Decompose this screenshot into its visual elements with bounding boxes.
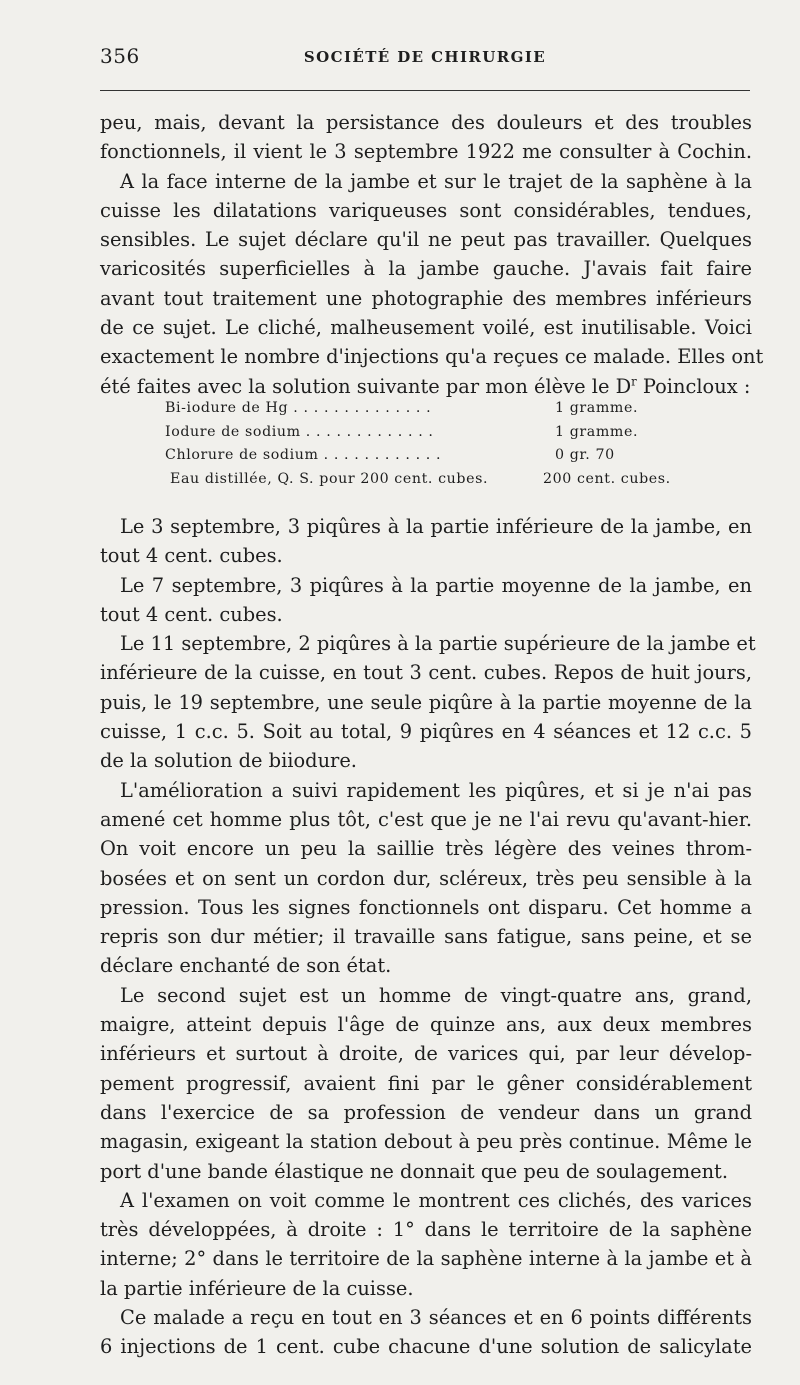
prescription-row <box>165 468 685 492</box>
ingredient: Chlorure de sodium . . . . . . . . . . . . <box>165 447 442 463</box>
text-run: été faites avec la solution suivante par mon élève le D <box>100 374 632 398</box>
text-line: avant tout traitement une photographie des membres inférieurs <box>100 286 752 310</box>
text-line: peu, mais, devant la persistance des douleurs et des troubles <box>100 111 752 134</box>
header-rule <box>100 90 750 91</box>
text-line: Le 3 septembre, 3 piqûres à la partie inférieure de la jambe, en <box>120 515 752 538</box>
prescription-row <box>165 397 685 421</box>
superscript: r <box>631 374 637 389</box>
ingredient: Eau distillée, Q. S. pour 200 cent. cubes. <box>170 470 489 487</box>
text-line: pression. Tous les signes fonctionnels ont disparu. Cet homme a <box>100 895 752 919</box>
text-line: déclare enchanté de son état. <box>100 954 392 978</box>
prescription-row <box>165 421 685 445</box>
text-line: A la face interne de la jambe et sur le trajet de la saphène à la <box>120 169 752 193</box>
page-number: 356 <box>100 44 140 68</box>
text-line: Ce malade a reçu en tout en 3 séances et en 6 points différents <box>120 1306 752 1330</box>
text-line: A l'examen on voit comme le montrent ces clichés, des varices <box>120 1188 752 1212</box>
text-run: Poincloux : <box>636 374 751 398</box>
paragraph-1 <box>100 108 764 401</box>
text-line: repris son dur métier; il travaille sans fatigue, sans peine, et se <box>100 925 752 949</box>
text-line: de ce sujet. Le cliché, malheusement voilé, est inutilisable. Voici <box>100 316 752 340</box>
prescription-row <box>165 444 685 468</box>
quantity: 0 gr. 70 <box>555 447 615 463</box>
text-line: la partie inférieure de la cuisse. <box>100 1276 414 1300</box>
text-line: bosées et on sent un cordon dur, scléreux, très peu sensible à la <box>100 866 752 890</box>
text-line: inférieurs et surtout à droite, de varices qui, par leur dévelop- <box>100 1042 752 1066</box>
text-line: Le 11 septembre, 2 piqûres à la partie supérieure de la jambe et <box>120 632 756 656</box>
text-line: dans l'exercice de sa profession de vendeur dans un grand <box>100 1100 752 1124</box>
body-text <box>100 512 756 1362</box>
text-line: L'amélioration a suivi rapidement les piqûres, et si je n'ai pas <box>120 778 752 802</box>
text-line: tout 4 cent. cubes. <box>100 602 283 626</box>
text-line: inférieure de la cuisse, en tout 3 cent. cubes. Repos de huit jours, <box>100 661 752 685</box>
text-line: exactement le nombre d'injections qu'a reçues ce malade. Elles ont <box>100 345 764 369</box>
page-header <box>100 44 750 74</box>
text-line: varicosités superficielles à la jambe gauche. J'avais fait faire <box>100 257 752 281</box>
text-line: 6 injections de 1 cent. cube chacune d'une solution de salicylate <box>100 1335 752 1359</box>
text-line: amené cet homme plus tôt, c'est que je ne l'ai revu qu'avant-hier. <box>100 807 752 831</box>
ingredient: Iodure de sodium . . . . . . . . . . . . . <box>165 423 434 440</box>
text-line: fonctionnels, il vient le 3 septembre 1922 me consulter à Cochin. <box>100 140 752 164</box>
quantity: 1 gramme. <box>555 423 639 440</box>
text-line: maigre, atteint depuis l'âge de quinze ans, aux deux membres <box>100 1013 752 1037</box>
text-line: interne; 2° dans le territoire de la saphène interne à la jambe et à <box>100 1247 752 1271</box>
text-line: de la solution de biiodure. <box>100 749 357 773</box>
quantity: 200 cent. cubes. <box>543 470 671 487</box>
text-line: cuisse les dilatations variqueuses sont considérables, tendues, <box>100 198 752 222</box>
text-line: cuisse, 1 c.c. 5. Soit au total, 9 piqûres en 4 séances et 12 c.c. 5 <box>100 720 752 744</box>
text-line: port d'une bande élastique ne donnait que peu de soulagement. <box>100 1159 729 1183</box>
text-line: puis, le 19 septembre, une seule piqûre à la partie moyenne de la <box>100 690 752 714</box>
text-line: très développées, à droite : 1° dans le territoire de la saphène <box>100 1218 752 1242</box>
text-line: On voit encore un peu la saillie très légère des veines throm- <box>100 837 752 861</box>
text-line: tout 4 cent. cubes. <box>100 544 283 568</box>
text-line: Le second sujet est un homme de vingt-quatre ans, grand, <box>120 983 752 1007</box>
text-line: pement progressif, avaient fini par le gêner considérablement <box>100 1071 752 1095</box>
prescription-table <box>165 397 685 491</box>
ingredient: Bi-iodure de Hg . . . . . . . . . . . . . . <box>165 400 432 416</box>
quantity: 1 gramme. <box>555 400 639 416</box>
text-line: Le 7 septembre, 3 piqûres à la partie moyenne de la jambe, en <box>120 573 752 597</box>
text-line: magasin, exigeant la station debout à peu près continue. Même le <box>100 1130 752 1154</box>
text-line: sensibles. Le sujet déclare qu'il ne peut pas travailler. Quelques <box>100 228 752 252</box>
running-head: SOCIÉTÉ DE CHIRURGIE <box>303 48 547 66</box>
